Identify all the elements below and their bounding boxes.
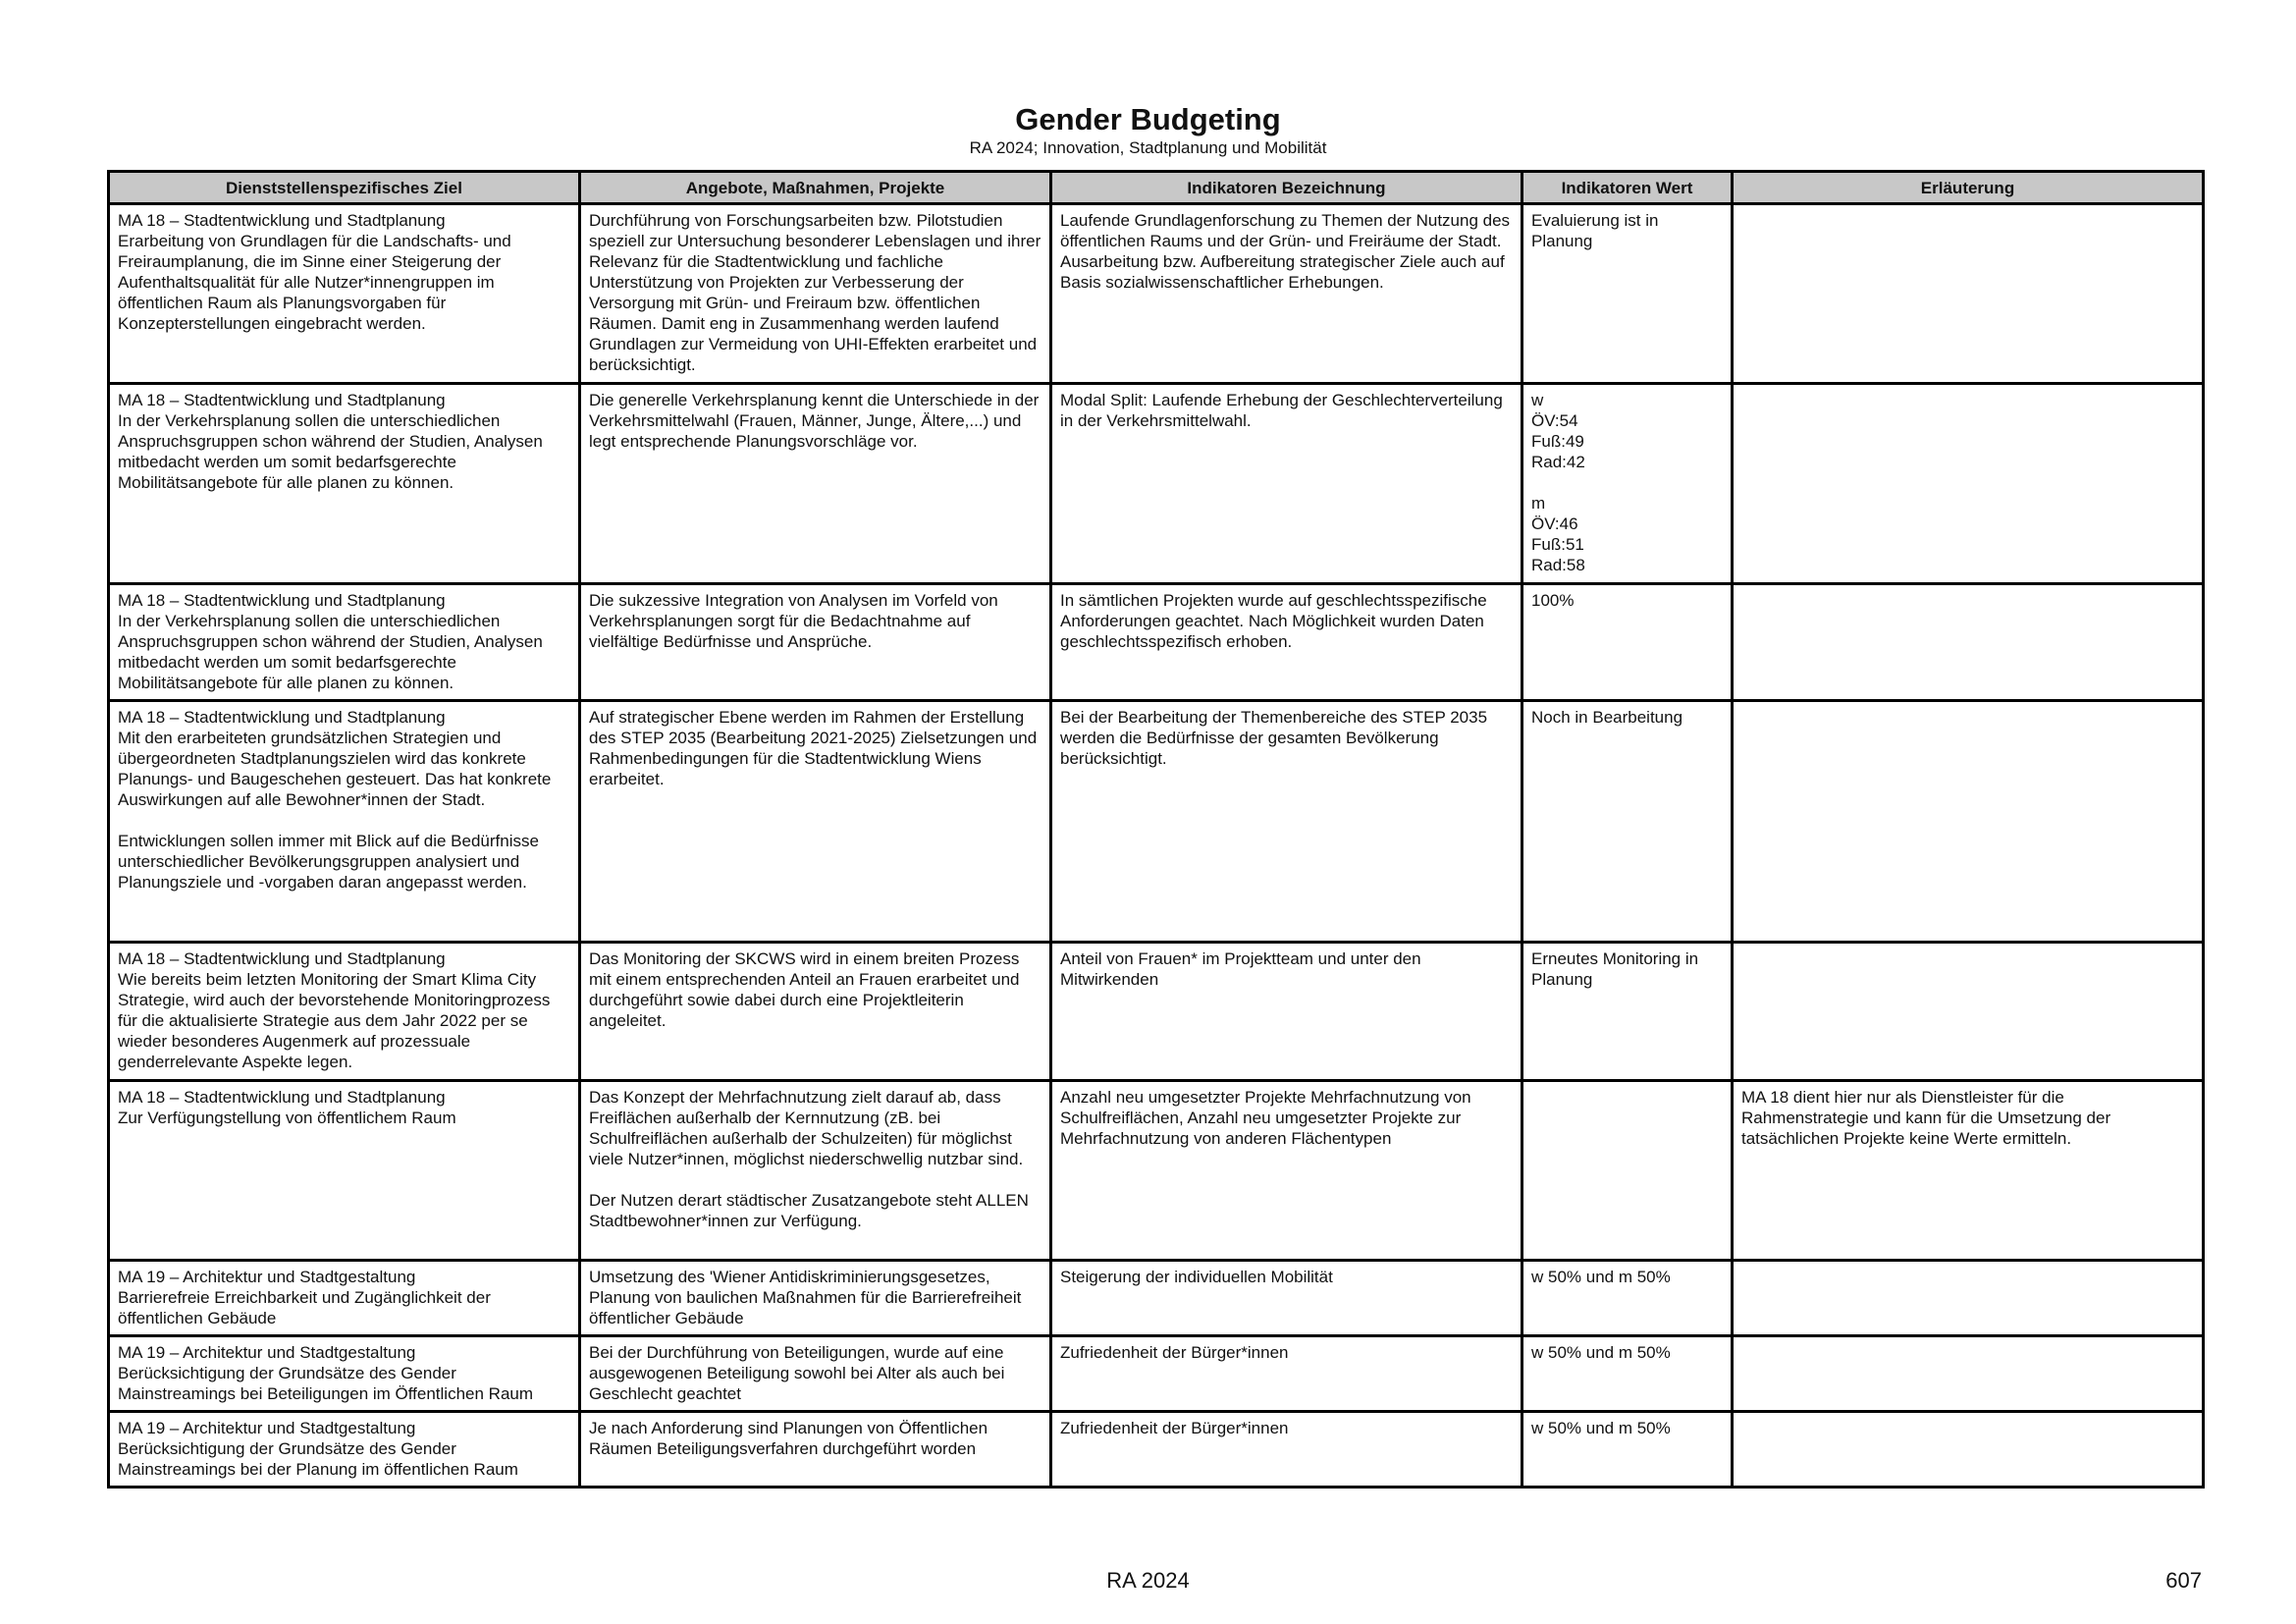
table-cell [1733, 204, 2204, 384]
table-cell: Anzahl neu umgesetzter Projekte Mehrfachnutzung von Schulfreiflächen, Anzahl neu umgesetzter Projekte zur Mehrfachnutzung von anderen Flächentypen [1051, 1081, 1522, 1261]
table-cell: Modal Split: Laufende Erhebung der Geschlechterverteilung in der Verkehrsmittelwahl. [1051, 384, 1522, 584]
gender-budgeting-table [107, 170, 2205, 1489]
table-cell: w 50% und m 50% [1522, 1261, 1733, 1336]
table-cell: MA 19 – Architektur und Stadtgestaltung Berücksichtigung der Grundsätze des Gender Mainstreamings bei der Planung im öffentlichen Raum [109, 1412, 580, 1488]
table-cell: Laufende Grundlagenforschung zu Themen der Nutzung des öffentlichen Raums und der Grün- und Freiräume der Stadt. Ausarbeitung bzw. Aufbereitung strategischer Ziele auch auf Basis sozialwissenschaftlicher Erhebungen. [1051, 204, 1522, 384]
table-cell: MA 18 – Stadtentwicklung und Stadtplanung Mit den erarbeiteten grundsätzlichen Strategien und übergeordneten Stadtplanungszielen wird das konkrete Planungs- und Baugeschehen gesteuert. Das hat konkrete Auswirkungen auf alle Bewohner*innen der Stadt. Entwicklungen sollen immer mit Blick auf die Bedürfnisse unterschiedlicher Bevölkerungsgruppen analysiert und Planungsziele und -vorgaben daran angepasst werden. [109, 701, 580, 943]
table-cell: Zufriedenheit der Bürger*innen [1051, 1412, 1522, 1488]
table-cell [1733, 384, 2204, 584]
table-cell: MA 18 – Stadtentwicklung und Stadtplanung Zur Verfügungstellung von öffentlichem Raum [109, 1081, 580, 1261]
table-cell: MA 18 – Stadtentwicklung und Stadtplanung Wie bereits beim letzten Monitoring der Smart Klima City Strategie, wird auch der bevorstehende Monitoringprozess für die aktualisierte Strategie aus dem Jahr 2022 per se wieder besonderes Augenmerk auf prozessuale genderrelevante Aspekte legen. [109, 943, 580, 1081]
table-row [109, 1261, 2204, 1336]
table-cell: MA 19 – Architektur und Stadtgestaltung Berücksichtigung der Grundsätze des Gender Mainstreamings bei Beteiligungen im Öffentlichen Raum [109, 1336, 580, 1412]
table-cell: 100% [1522, 584, 1733, 701]
table-row [109, 584, 2204, 701]
table-cell [1733, 701, 2204, 943]
table-cell: MA 18 dient hier nur als Dienstleister für die Rahmenstrategie und kann für die Umsetzung der tatsächlichen Projekte keine Werte ermitteln. [1733, 1081, 2204, 1261]
table-cell: MA 18 – Stadtentwicklung und Stadtplanung Erarbeitung von Grundlagen für die Landschafts- und Freiraumplanung, die im Sinne einer Steigerung der Aufenthaltsqualität für alle Nutzer*innengruppen im öffentlichen Raum als Planungsvorgaben für Konzepterstellungen eingebracht werden. [109, 204, 580, 384]
column-header-massnahmen: Angebote, Maßnahmen, Projekte [580, 172, 1051, 204]
table-cell: MA 18 – Stadtentwicklung und Stadtplanung In der Verkehrsplanung sollen die unterschiedlichen Anspruchsgruppen schon während der Studien, Analysen mitbedacht werden um somit bedarfsgerechte Mobilitätsangebote für alle planen zu können. [109, 384, 580, 584]
table-cell [1733, 943, 2204, 1081]
table-cell [1733, 1261, 2204, 1336]
table-header-row [109, 172, 2204, 204]
table-cell [1522, 1081, 1733, 1261]
table-row [109, 1412, 2204, 1488]
table-cell: Durchführung von Forschungsarbeiten bzw. Pilotstudien speziell zur Untersuchung besonderer Lebenslagen und ihrer Relevanz für die Stadtentwicklung und fachliche Unterstützung von Projekten zur Verbesserung der Versorgung mit Grün- und Freiraum bzw. öffentlichen Räumen. Damit eng in Zusammenhang werden laufend Grundlagen zur Vermeidung von UHI-Effekten erarbeitet und berücksichtigt. [580, 204, 1051, 384]
page-subtitle: RA 2024; Innovation, Stadtplanung und Mobilität [969, 138, 1327, 157]
column-header-indikatoren-bezeichnung: Indikatoren Bezeichnung [1051, 172, 1522, 204]
table-cell: Evaluierung ist in Planung [1522, 204, 1733, 384]
table-cell: In sämtlichen Projekten wurde auf geschlechtsspezifische Anforderungen geachtet. Nach Möglichkeit wurden Daten geschlechtsspezifisch erhoben. [1051, 584, 1522, 701]
table-cell: w 50% und m 50% [1522, 1412, 1733, 1488]
table-cell: Anteil von Frauen* im Projektteam und unter den Mitwirkenden [1051, 943, 1522, 1081]
table-cell [1733, 1336, 2204, 1412]
table-cell: Das Konzept der Mehrfachnutzung zielt darauf ab, dass Freiflächen außerhalb der Kernnutzung (zB. bei Schulfreiflächen außerhalb der Schulzeiten) für möglichst viele Nutzer*innen, möglichst niederschwellig nutzbar sind. Der Nutzen derart städtischer Zusatzangebote steht ALLEN Stadtbewohner*innen zur Verfügung. [580, 1081, 1051, 1261]
table-cell [1733, 1412, 2204, 1488]
table-cell: Auf strategischer Ebene werden im Rahmen der Erstellung des STEP 2035 (Bearbeitung 2021-2025) Zielsetzungen und Rahmenbedingungen für die Stadtentwicklung Wiens erarbeitet. [580, 701, 1051, 943]
column-header-indikatoren-wert: Indikatoren Wert [1522, 172, 1733, 204]
table-cell: Steigerung der individuellen Mobilität [1051, 1261, 1522, 1336]
table-cell: Das Monitoring der SKCWS wird in einem breiten Prozess mit einem entsprechenden Anteil an Frauen erarbeitet und durchgeführt sowie dabei durch eine Projektleiterin angeleitet. [580, 943, 1051, 1081]
table-cell: w ÖV:54 Fuß:49 Rad:42 m ÖV:46 Fuß:51 Rad:58 [1522, 384, 1733, 584]
table-row [109, 701, 2204, 943]
table-row [109, 204, 2204, 384]
table-cell: Erneutes Monitoring in Planung [1522, 943, 1733, 1081]
table-row [109, 1081, 2204, 1261]
table-row [109, 384, 2204, 584]
column-header-ziel: Dienststellenspezifisches Ziel [109, 172, 580, 204]
table-cell: MA 19 – Architektur und Stadtgestaltung Barrierefreie Erreichbarkeit und Zugänglichkeit der öffentlichen Gebäude [109, 1261, 580, 1336]
column-header-erlaeuterung: Erläuterung [1733, 172, 2204, 204]
table-cell: Bei der Durchführung von Beteiligungen, wurde auf eine ausgewogenen Beteiligung sowohl bei Alter als auch bei Geschlecht geachtet [580, 1336, 1051, 1412]
table-cell: Noch in Bearbeitung [1522, 701, 1733, 943]
page-number: 607 [2165, 1568, 2202, 1593]
page-title: Gender Budgeting [1015, 102, 1281, 136]
footer-document-label: RA 2024 [1106, 1568, 1190, 1593]
table-cell: Umsetzung des 'Wiener Antidiskriminierungsgesetzes, Planung von baulichen Maßnahmen für die Barrierefreiheit öffentlicher Gebäude [580, 1261, 1051, 1336]
table-cell: Bei der Bearbeitung der Themenbereiche des STEP 2035 werden die Bedürfnisse der gesamten Bevölkerung berücksichtigt. [1051, 701, 1522, 943]
table-row [109, 943, 2204, 1081]
table-row [109, 1336, 2204, 1412]
table-cell: MA 18 – Stadtentwicklung und Stadtplanung In der Verkehrsplanung sollen die unterschiedlichen Anspruchsgruppen schon während der Studien, Analysen mitbedacht werden um somit bedarfsgerechte Mobilitätsangebote für alle planen zu können. [109, 584, 580, 701]
table-cell: Die generelle Verkehrsplanung kennt die Unterschiede in der Verkehrsmittelwahl (Frauen, Männer, Junge, Ältere,...) und legt entsprechende Planungsvorschläge vor. [580, 384, 1051, 584]
table-cell: Zufriedenheit der Bürger*innen [1051, 1336, 1522, 1412]
table-cell [1733, 584, 2204, 701]
table-cell: Die sukzessive Integration von Analysen im Vorfeld von Verkehrsplanungen sorgt für die Bedachtnahme auf vielfältige Bedürfnisse und Ansprüche. [580, 584, 1051, 701]
table-cell: w 50% und m 50% [1522, 1336, 1733, 1412]
table-cell: Je nach Anforderung sind Planungen von Öffentlichen Räumen Beteiligungsverfahren durchgeführt worden [580, 1412, 1051, 1488]
